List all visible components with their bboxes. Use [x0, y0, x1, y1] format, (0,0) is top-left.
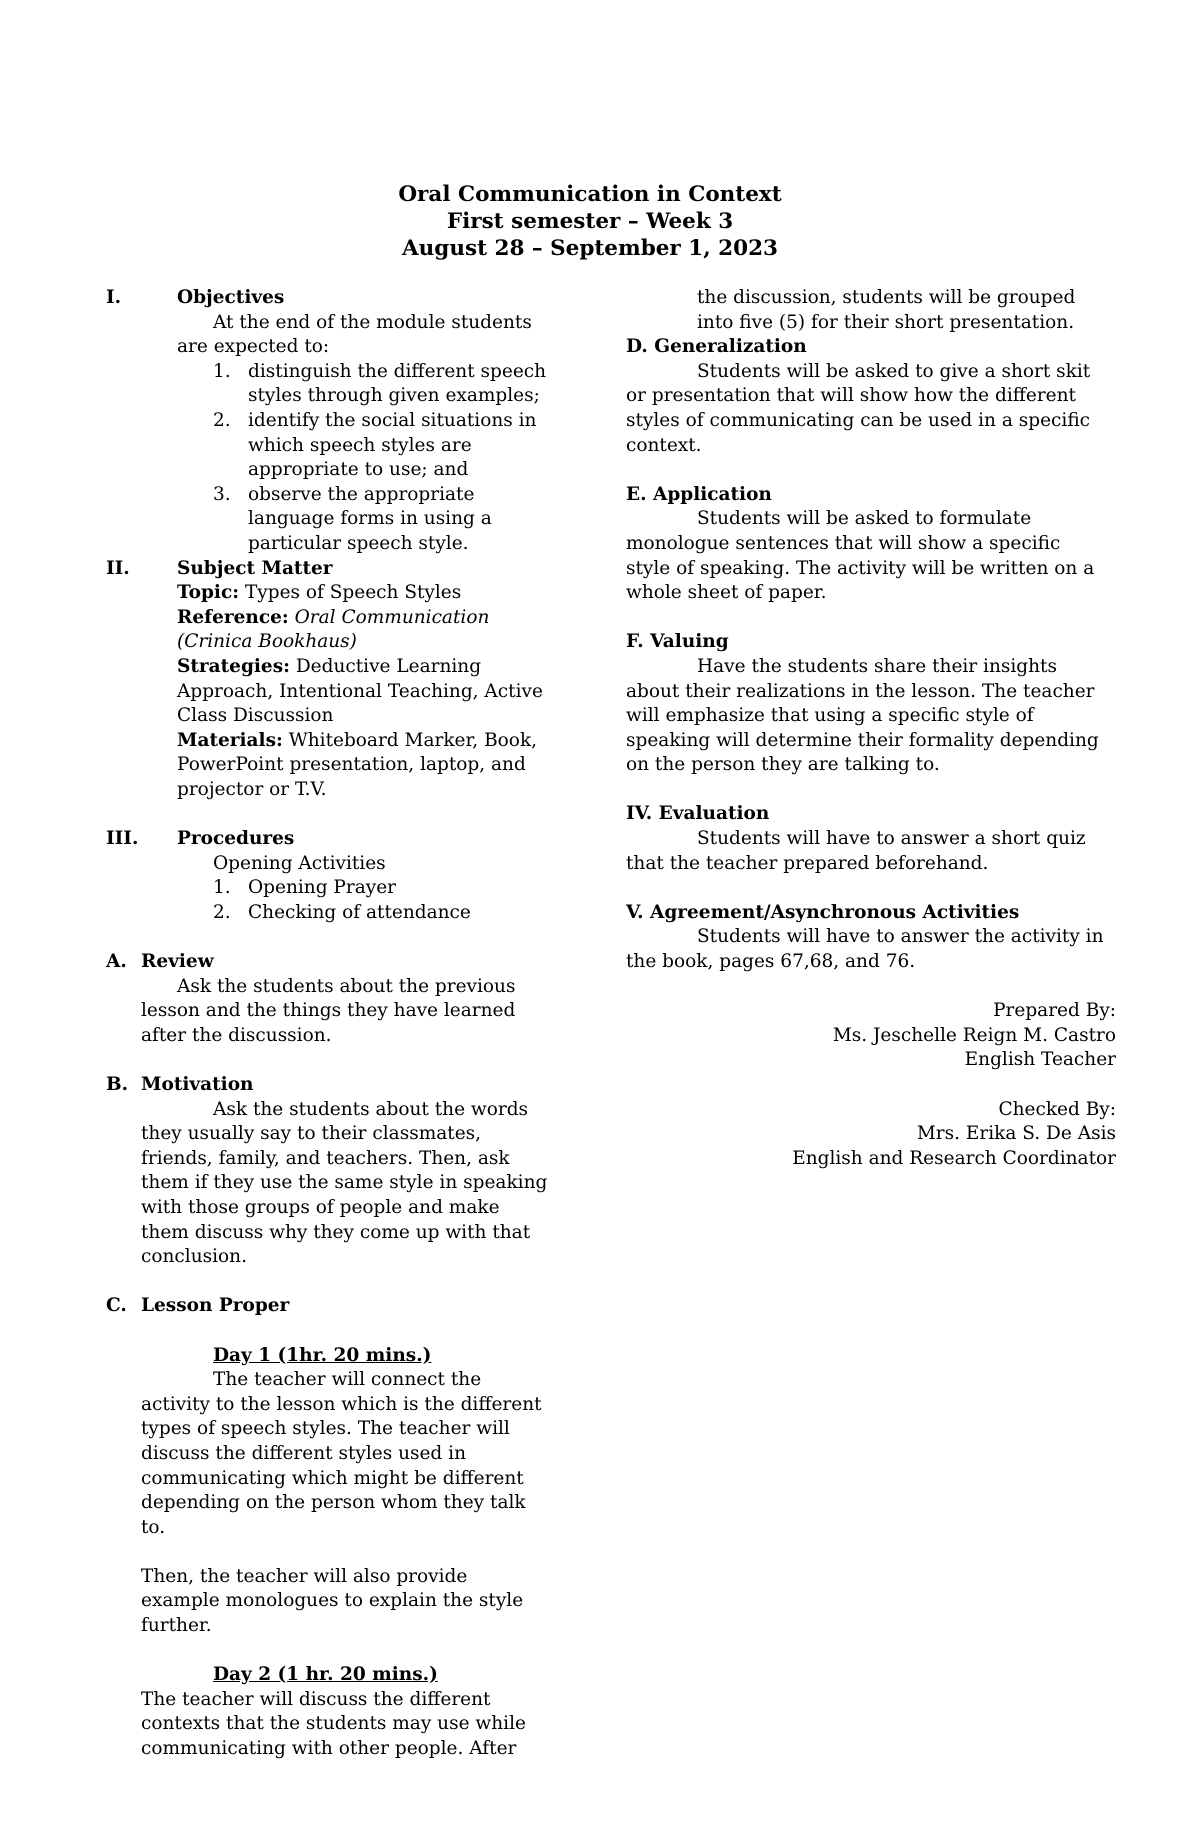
topic-label: Topic:: [177, 582, 240, 604]
day1-text: activity to the lesson which is the different: [141, 1393, 542, 1415]
subject-matter-heading: Subject Matter: [177, 557, 333, 579]
objective-text: observe the appropriate: [248, 483, 475, 505]
subject-matter-heading-row: [106, 557, 576, 582]
list-number: 1.: [213, 877, 231, 899]
prepared-by-label: Prepared By:: [993, 1000, 1116, 1022]
review-heading: Review: [141, 951, 214, 973]
objective-text: distinguish the different speech: [248, 360, 547, 382]
motivation-text: they usually say to their classmates,: [141, 1123, 482, 1145]
review-text: Ask the students about the previous: [177, 975, 516, 997]
day1-heading: Day 1 (1hr. 20 mins.): [213, 1344, 432, 1366]
spacer: [106, 1540, 576, 1565]
strategies-label: Strategies:: [177, 655, 290, 677]
review-text: lesson and the things they have learned: [141, 1000, 516, 1022]
lesson-proper-heading: Lesson Proper: [141, 1295, 290, 1317]
document-dates: August 28 – September 1, 2023: [401, 236, 779, 261]
day2-text: The teacher will discuss the different: [141, 1688, 491, 1710]
materials-value-cont: PowerPoint presentation, laptop, and: [177, 754, 526, 776]
motivation-text: Ask the students about the words: [213, 1098, 529, 1120]
day1-text: types of speech styles. The teacher will: [141, 1418, 510, 1440]
document-semester: First semester – Week 3: [446, 209, 734, 234]
document-title: Oral Communication in Context: [398, 182, 782, 207]
evaluation-text: Students will have to answer a short quiz: [697, 828, 1086, 850]
objective-text: identify the social situations in: [248, 409, 537, 431]
valuing-text: will emphasize that using a specific style of: [626, 705, 1034, 727]
application-text: Students will be asked to formulate: [697, 508, 1032, 530]
objective-text: language forms in using a: [248, 508, 492, 530]
materials-value-cont: projector or T.V.: [177, 778, 327, 800]
generalization-text: context.: [626, 434, 702, 456]
day1-text: communicating which might be different: [141, 1467, 524, 1489]
objective-item: [106, 360, 576, 385]
objectives-heading-row: [106, 286, 576, 311]
objectives-intro-cont: are expected to:: [177, 336, 330, 358]
generalization-text: styles of communicating can be used in a specific: [626, 409, 1091, 431]
section-letter: C.: [106, 1295, 127, 1317]
day1-then-text: further.: [141, 1615, 212, 1637]
generalization-text: Students will be asked to give a short skit: [697, 360, 1091, 382]
section-letter: B.: [106, 1074, 129, 1095]
reference-label: Reference:: [177, 606, 289, 628]
procedure-text: Checking of attendance: [248, 901, 471, 923]
objectives-heading: Objectives: [177, 287, 285, 308]
spacer: [106, 1048, 576, 1073]
application-text: style of speaking. The activity will be written on a: [626, 557, 1095, 579]
application-heading: E. Application: [626, 483, 772, 505]
day1-then-text: Then, the teacher will also provide: [141, 1565, 468, 1587]
checked-by-role: English and Research Coordinator: [792, 1147, 1116, 1169]
motivation-text: conclusion.: [141, 1246, 247, 1268]
procedure-item: [106, 876, 576, 901]
day2-text: communicating with other people. After: [141, 1738, 517, 1760]
strategies-line: [106, 655, 576, 680]
materials-label: Materials:: [177, 729, 283, 751]
day2-text-cont: into five (5) for their short presentation.: [697, 311, 1075, 333]
section-letter: A.: [106, 951, 127, 973]
prepared-by-role: English Teacher: [964, 1049, 1116, 1071]
topic-value: Types of Speech Styles: [244, 582, 462, 604]
spacer: [106, 1639, 576, 1664]
spacer: [106, 802, 576, 827]
section-numeral: II.: [106, 557, 130, 579]
evaluation-heading: IV. Evaluation: [626, 803, 770, 825]
procedures-heading: Procedures: [177, 828, 295, 850]
day1-text: discuss the different styles used in: [141, 1442, 466, 1464]
objective-item: [106, 409, 576, 434]
evaluation-text: that the teacher prepared beforehand.: [626, 852, 989, 874]
agreement-text: Students will have to answer the activity in: [697, 926, 1104, 948]
valuing-text: on the person they are talking to.: [626, 754, 940, 776]
day1-text: The teacher will connect the: [213, 1369, 482, 1391]
objective-text: particular speech style.: [248, 532, 469, 554]
spacer: [626, 975, 1116, 1000]
application-text: whole sheet of paper.: [626, 582, 827, 604]
day2-text: contexts that the students may use while: [141, 1713, 526, 1735]
list-number: 1.: [213, 360, 231, 382]
reference-line: [106, 606, 576, 631]
objective-text: styles through given examples;: [248, 385, 540, 407]
day2-heading: Day 2 (1 hr. 20 mins.): [213, 1664, 438, 1686]
list-number: 3.: [213, 483, 231, 505]
valuing-text: about their realizations in the lesson. The teacher: [626, 680, 1095, 702]
materials-line: [106, 729, 576, 754]
day2-text-cont: the discussion, students will be grouped: [697, 287, 1076, 308]
agreement-text: the book, pages 67,68, and 76.: [626, 951, 916, 973]
day1-text: depending on the person whom they talk: [141, 1492, 526, 1514]
objectives-intro: At the end of the module students: [213, 311, 532, 333]
checked-by-name: Mrs. Erika S. De Asis: [916, 1123, 1116, 1145]
agreement-heading: V. Agreement/Asynchronous Activities: [626, 901, 1020, 923]
strategies-value: Deductive Learning: [295, 655, 482, 677]
document-header: [0, 181, 1180, 262]
application-text: monologue sentences that will show a specific: [626, 532, 1061, 554]
spacer: [106, 1270, 576, 1295]
lesson-proper-heading-row: [106, 1294, 576, 1319]
checked-by-label: Checked By:: [998, 1098, 1116, 1120]
spacer: [626, 458, 1116, 483]
spacer: [626, 876, 1116, 901]
objective-text: which speech styles are: [248, 434, 472, 456]
section-numeral: I.: [106, 287, 122, 308]
reference-value: Oral Communication: [294, 606, 490, 628]
spacer: [626, 778, 1116, 803]
motivation-heading: Motivation: [141, 1074, 254, 1095]
list-number: 2.: [213, 409, 231, 431]
opening-activities: Opening Activities: [213, 852, 386, 874]
procedure-text: Opening Prayer: [248, 877, 396, 899]
left-column: [106, 286, 576, 1762]
spacer: [106, 925, 576, 950]
prepared-by-name: Ms. Jeschelle Reign M. Castro: [832, 1024, 1116, 1046]
strategies-value-cont: Class Discussion: [177, 705, 334, 727]
list-number: 2.: [213, 901, 231, 923]
procedures-heading-row: [106, 827, 576, 852]
review-heading-row: [106, 950, 576, 975]
materials-value: Whiteboard Marker, Book,: [288, 729, 538, 751]
day1-then-text: example monologues to explain the style: [141, 1590, 524, 1612]
spacer: [626, 1073, 1116, 1098]
section-numeral: III.: [106, 828, 139, 850]
objective-item: [106, 483, 576, 508]
motivation-heading-row: [106, 1073, 576, 1098]
spacer: [626, 606, 1116, 631]
generalization-text: or presentation that will show how the different: [626, 385, 1076, 407]
day1-text: to.: [141, 1516, 166, 1538]
motivation-text: them if they use the same style in speaking: [141, 1172, 548, 1194]
valuing-text: speaking will determine their formality depending: [626, 729, 1099, 751]
objective-text: appropriate to use; and: [248, 459, 469, 481]
spacer: [106, 1319, 576, 1344]
motivation-text: with those groups of people and make: [141, 1196, 500, 1218]
procedure-item: [106, 901, 576, 926]
generalization-heading: D. Generalization: [626, 336, 807, 358]
valuing-heading: F. Valuing: [626, 631, 729, 653]
reference-value-cont: (Crinica Bookhaus): [177, 631, 357, 653]
motivation-text: friends, family, and teachers. Then, ask: [141, 1147, 510, 1169]
review-text: after the discussion.: [141, 1024, 332, 1046]
right-column: [626, 286, 1116, 1171]
topic-line: [106, 581, 576, 606]
motivation-text: them discuss why they come up with that: [141, 1221, 531, 1243]
strategies-value-cont: Approach, Intentional Teaching, Active: [177, 680, 543, 702]
valuing-text: Have the students share their insights: [697, 655, 1057, 677]
